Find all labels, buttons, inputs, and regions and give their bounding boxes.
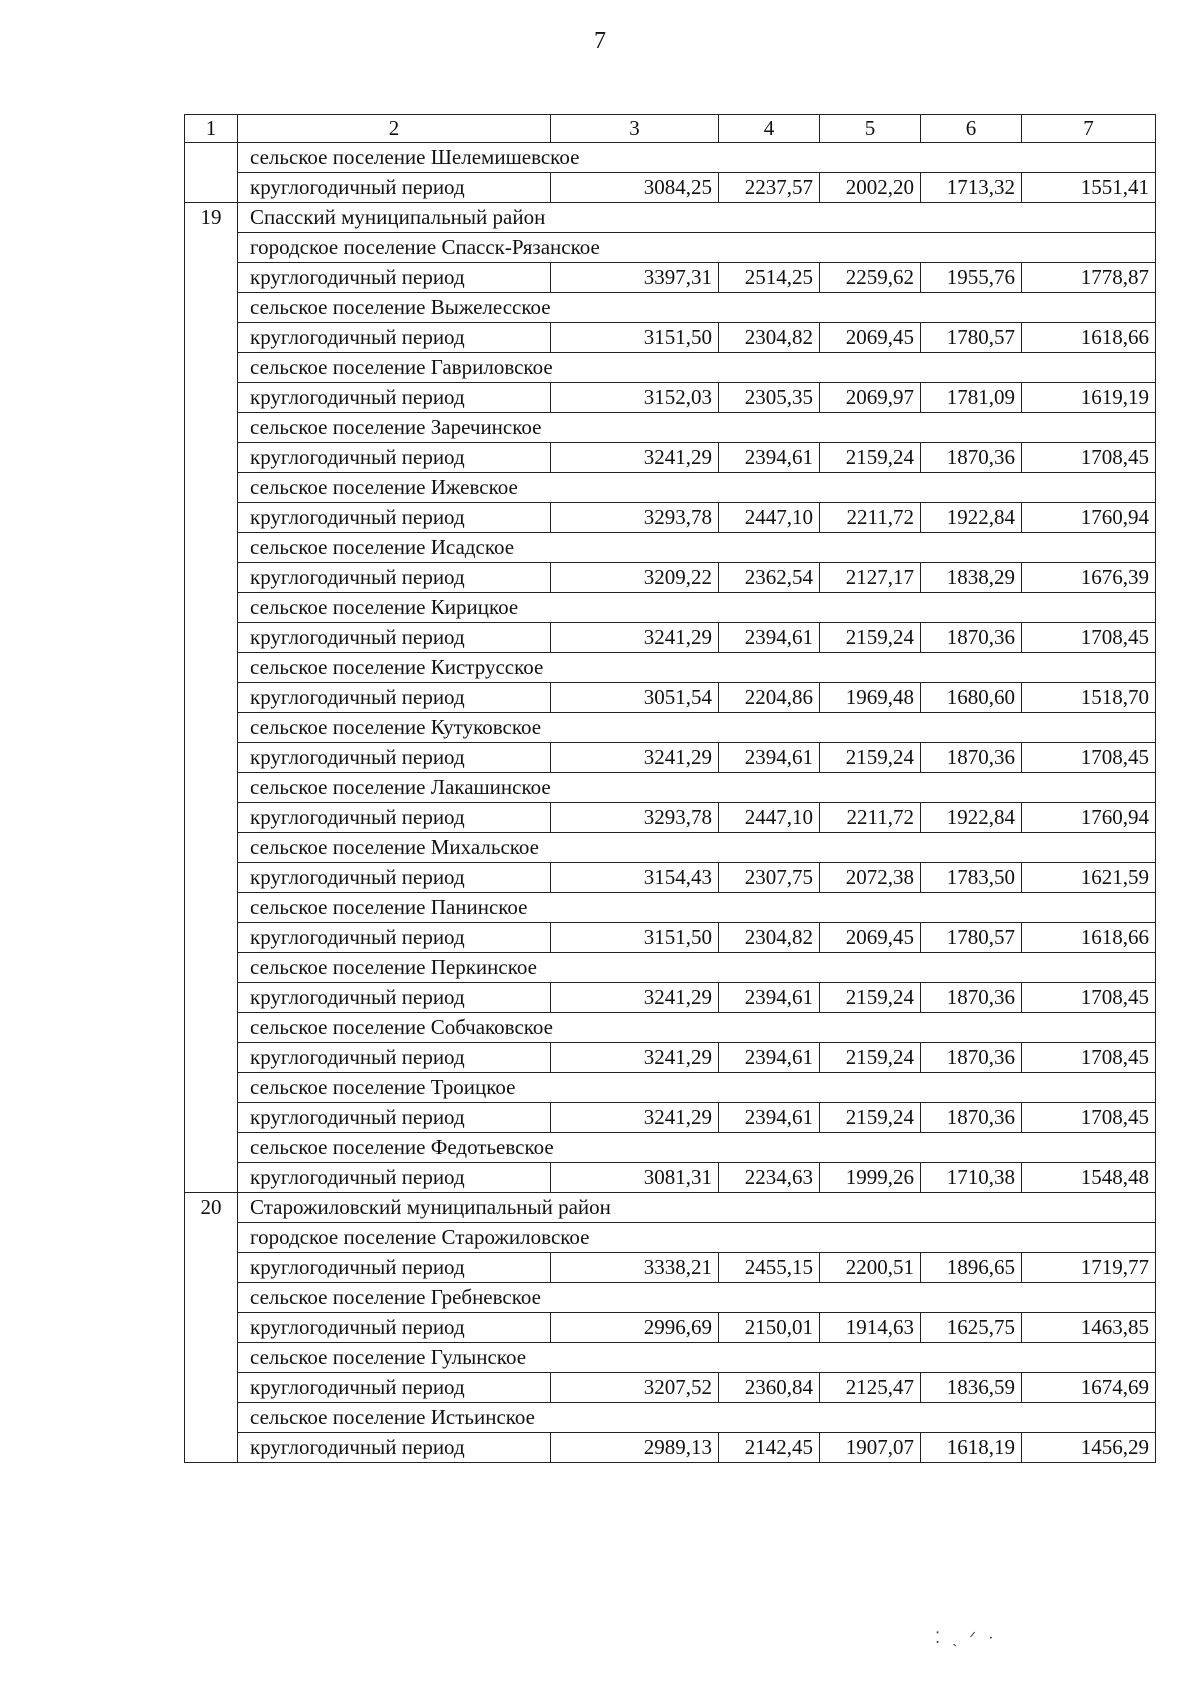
value-cell: 1760,94 — [1022, 503, 1156, 533]
value-cell: 1914,63 — [820, 1313, 921, 1343]
value-cell: 3081,31 — [551, 1163, 719, 1193]
scan-marks: ⁚ ˎ ᐟ · — [935, 1630, 998, 1647]
header-cell: 3 — [551, 115, 719, 143]
period-label: круглогодичный период — [238, 263, 551, 293]
value-cell: 1870,36 — [921, 1103, 1022, 1133]
value-cell: 2204,86 — [719, 683, 820, 713]
value-cell: 1870,36 — [921, 743, 1022, 773]
settlement-name: сельское поселение Гулынское — [238, 1343, 1156, 1373]
period-label: круглогодичный период — [238, 383, 551, 413]
settlement-name: сельское поселение Собчаковское — [238, 1013, 1156, 1043]
period-row — [185, 263, 1156, 293]
period-label: круглогодичный период — [238, 863, 551, 893]
settlement-row — [185, 293, 1156, 323]
value-cell: 2447,10 — [719, 503, 820, 533]
settlement-name: сельское поселение Заречинское — [238, 413, 1156, 443]
value-cell: 3241,29 — [551, 623, 719, 653]
value-cell: 3241,29 — [551, 1043, 719, 1073]
value-cell: 3151,50 — [551, 923, 719, 953]
value-cell: 1955,76 — [921, 263, 1022, 293]
district-row — [185, 203, 1156, 233]
header-cell: 2 — [238, 115, 551, 143]
period-label: круглогодичный период — [238, 503, 551, 533]
value-cell: 1518,70 — [1022, 683, 1156, 713]
settlement-name: городское поселение Спасск-Рязанское — [238, 233, 1156, 263]
period-label: круглогодичный период — [238, 1373, 551, 1403]
settlement-row — [185, 1283, 1156, 1313]
value-cell: 2150,01 — [719, 1313, 820, 1343]
value-cell: 2394,61 — [719, 623, 820, 653]
period-label: круглогодичный период — [238, 1313, 551, 1343]
value-cell: 1676,39 — [1022, 563, 1156, 593]
value-cell: 2989,13 — [551, 1433, 719, 1463]
period-row — [185, 563, 1156, 593]
value-cell: 2360,84 — [719, 1373, 820, 1403]
settlement-name: сельское поселение Кирицкое — [238, 593, 1156, 623]
period-row — [185, 383, 1156, 413]
value-cell: 1922,84 — [921, 803, 1022, 833]
value-cell: 2394,61 — [719, 1103, 820, 1133]
value-cell: 2069,45 — [820, 923, 921, 953]
value-cell: 1896,65 — [921, 1253, 1022, 1283]
settlement-name: сельское поселение Лакашинское — [238, 773, 1156, 803]
value-cell: 1780,57 — [921, 923, 1022, 953]
value-cell: 2072,38 — [820, 863, 921, 893]
period-label: круглогодичный период — [238, 173, 551, 203]
value-cell: 1625,75 — [921, 1313, 1022, 1343]
settlement-row — [185, 893, 1156, 923]
settlement-name: сельское поселение Шелемишевское — [238, 143, 1156, 173]
period-label: круглогодичный период — [238, 743, 551, 773]
period-row — [185, 1043, 1156, 1073]
value-cell: 1870,36 — [921, 983, 1022, 1013]
value-cell: 1760,94 — [1022, 803, 1156, 833]
value-cell: 1713,32 — [921, 173, 1022, 203]
settlement-row — [185, 233, 1156, 263]
period-row — [185, 443, 1156, 473]
settlement-row — [185, 833, 1156, 863]
value-cell: 3152,03 — [551, 383, 719, 413]
value-cell: 2159,24 — [820, 1103, 921, 1133]
tariff-table — [184, 114, 1156, 1463]
header-row — [185, 115, 1156, 143]
value-cell: 2069,45 — [820, 323, 921, 353]
value-cell: 1463,85 — [1022, 1313, 1156, 1343]
page-number: 7 — [594, 28, 606, 54]
settlement-name: городское поселение Старожиловское — [238, 1223, 1156, 1253]
value-cell: 2307,75 — [719, 863, 820, 893]
settlement-row — [185, 473, 1156, 503]
period-label: круглогодичный период — [238, 1103, 551, 1133]
value-cell: 2259,62 — [820, 263, 921, 293]
value-cell: 3241,29 — [551, 743, 719, 773]
value-cell: 1781,09 — [921, 383, 1022, 413]
value-cell: 1618,66 — [1022, 323, 1156, 353]
period-label: круглогодичный период — [238, 803, 551, 833]
district-title: Спасский муниципальный район — [238, 203, 1156, 233]
value-cell: 3154,43 — [551, 863, 719, 893]
period-row — [185, 623, 1156, 653]
period-row — [185, 1103, 1156, 1133]
value-cell: 3293,78 — [551, 503, 719, 533]
header-cell: 1 — [185, 115, 238, 143]
value-cell: 2362,54 — [719, 563, 820, 593]
period-row — [185, 1253, 1156, 1283]
value-cell: 3293,78 — [551, 803, 719, 833]
value-cell: 1621,59 — [1022, 863, 1156, 893]
value-cell: 1838,29 — [921, 563, 1022, 593]
value-cell: 1618,19 — [921, 1433, 1022, 1463]
value-cell: 1780,57 — [921, 323, 1022, 353]
settlement-row — [185, 593, 1156, 623]
value-cell: 2159,24 — [820, 1043, 921, 1073]
value-cell: 2142,45 — [719, 1433, 820, 1463]
period-label: круглогодичный период — [238, 623, 551, 653]
header-cell: 4 — [719, 115, 820, 143]
value-cell: 1999,26 — [820, 1163, 921, 1193]
value-cell: 2305,35 — [719, 383, 820, 413]
settlement-row — [185, 1223, 1156, 1253]
value-cell: 1456,29 — [1022, 1433, 1156, 1463]
period-label: круглогодичный период — [238, 683, 551, 713]
value-cell: 3084,25 — [551, 173, 719, 203]
value-cell: 2002,20 — [820, 173, 921, 203]
settlement-row — [185, 1343, 1156, 1373]
value-cell: 3151,50 — [551, 323, 719, 353]
settlement-name: сельское поселение Истьинское — [238, 1403, 1156, 1433]
period-label: круглогодичный период — [238, 1163, 551, 1193]
settlement-row — [185, 1133, 1156, 1163]
value-cell: 3338,21 — [551, 1253, 719, 1283]
settlement-row — [185, 1013, 1156, 1043]
settlement-name: сельское поселение Кутуковское — [238, 713, 1156, 743]
value-cell: 2211,72 — [820, 503, 921, 533]
settlement-row — [185, 143, 1156, 173]
value-cell: 1708,45 — [1022, 443, 1156, 473]
period-row — [185, 173, 1156, 203]
period-label: круглогодичный период — [238, 1253, 551, 1283]
value-cell: 1708,45 — [1022, 623, 1156, 653]
period-row — [185, 323, 1156, 353]
value-cell: 2394,61 — [719, 983, 820, 1013]
value-cell: 1922,84 — [921, 503, 1022, 533]
period-row — [185, 1313, 1156, 1343]
header-cell: 5 — [820, 115, 921, 143]
value-cell: 1969,48 — [820, 683, 921, 713]
value-cell: 1551,41 — [1022, 173, 1156, 203]
value-cell: 3397,31 — [551, 263, 719, 293]
value-cell: 1548,48 — [1022, 1163, 1156, 1193]
value-cell: 2455,15 — [719, 1253, 820, 1283]
value-cell: 2159,24 — [820, 983, 921, 1013]
settlement-row — [185, 1073, 1156, 1103]
value-cell: 1618,66 — [1022, 923, 1156, 953]
settlement-row — [185, 653, 1156, 683]
settlement-name: сельское поселение Гребневское — [238, 1283, 1156, 1313]
period-label: круглогодичный период — [238, 923, 551, 953]
value-cell: 1710,38 — [921, 1163, 1022, 1193]
value-cell: 2237,57 — [719, 173, 820, 203]
value-cell: 2211,72 — [820, 803, 921, 833]
settlement-row — [185, 1403, 1156, 1433]
district-row — [185, 1193, 1156, 1223]
period-row — [185, 923, 1156, 953]
settlement-name: сельское поселение Троицкое — [238, 1073, 1156, 1103]
value-cell: 1719,77 — [1022, 1253, 1156, 1283]
settlement-row — [185, 773, 1156, 803]
period-label: круглогодичный период — [238, 323, 551, 353]
period-row — [185, 983, 1156, 1013]
value-cell: 1708,45 — [1022, 1103, 1156, 1133]
settlement-row — [185, 953, 1156, 983]
value-cell: 2394,61 — [719, 743, 820, 773]
period-row — [185, 1433, 1156, 1463]
value-cell: 1870,36 — [921, 623, 1022, 653]
settlement-name: сельское поселение Выжелесское — [238, 293, 1156, 323]
value-cell: 1674,69 — [1022, 1373, 1156, 1403]
value-cell: 3209,22 — [551, 563, 719, 593]
period-row — [185, 1163, 1156, 1193]
settlement-name: сельское поселение Ижевское — [238, 473, 1156, 503]
value-cell: 1907,07 — [820, 1433, 921, 1463]
value-cell: 3241,29 — [551, 443, 719, 473]
settlement-name: сельское поселение Перкинское — [238, 953, 1156, 983]
value-cell: 2394,61 — [719, 443, 820, 473]
value-cell: 2447,10 — [719, 803, 820, 833]
settlement-name: сельское поселение Киструсское — [238, 653, 1156, 683]
value-cell: 1783,50 — [921, 863, 1022, 893]
period-row — [185, 1373, 1156, 1403]
value-cell: 1870,36 — [921, 443, 1022, 473]
value-cell: 2125,47 — [820, 1373, 921, 1403]
value-cell: 2159,24 — [820, 623, 921, 653]
group-index-cell: 20 — [185, 1193, 238, 1463]
period-label: круглогодичный период — [238, 563, 551, 593]
value-cell: 2304,82 — [719, 923, 820, 953]
settlement-row — [185, 533, 1156, 563]
settlement-name: сельское поселение Панинское — [238, 893, 1156, 923]
value-cell: 2200,51 — [820, 1253, 921, 1283]
period-label: круглогодичный период — [238, 983, 551, 1013]
group-index-cell: 19 — [185, 203, 238, 1193]
value-cell: 3051,54 — [551, 683, 719, 713]
value-cell: 1870,36 — [921, 1043, 1022, 1073]
value-cell: 2159,24 — [820, 743, 921, 773]
value-cell: 2159,24 — [820, 443, 921, 473]
settlement-name: сельское поселение Исадское — [238, 533, 1156, 563]
value-cell: 1619,19 — [1022, 383, 1156, 413]
header-cell: 7 — [1022, 115, 1156, 143]
header-cell: 6 — [921, 115, 1022, 143]
value-cell: 3207,52 — [551, 1373, 719, 1403]
value-cell: 2127,17 — [820, 563, 921, 593]
value-cell: 1680,60 — [921, 683, 1022, 713]
value-cell: 2996,69 — [551, 1313, 719, 1343]
period-row — [185, 683, 1156, 713]
settlement-name: сельское поселение Гавриловское — [238, 353, 1156, 383]
period-row — [185, 503, 1156, 533]
period-label: круглогодичный период — [238, 1043, 551, 1073]
period-row — [185, 803, 1156, 833]
period-label: круглогодичный период — [238, 443, 551, 473]
period-row — [185, 743, 1156, 773]
value-cell: 3241,29 — [551, 1103, 719, 1133]
value-cell: 1708,45 — [1022, 983, 1156, 1013]
settlement-row — [185, 353, 1156, 383]
value-cell: 3241,29 — [551, 983, 719, 1013]
group-index-cell — [185, 143, 238, 203]
district-title: Старожиловский муниципальный район — [238, 1193, 1156, 1223]
value-cell: 2069,97 — [820, 383, 921, 413]
settlement-name: сельское поселение Михальское — [238, 833, 1156, 863]
table-body — [185, 115, 1156, 1463]
value-cell: 2394,61 — [719, 1043, 820, 1073]
value-cell: 1708,45 — [1022, 743, 1156, 773]
settlement-row — [185, 713, 1156, 743]
value-cell: 2234,63 — [719, 1163, 820, 1193]
value-cell: 1778,87 — [1022, 263, 1156, 293]
period-label: круглогодичный период — [238, 1433, 551, 1463]
value-cell: 1836,59 — [921, 1373, 1022, 1403]
settlement-row — [185, 413, 1156, 443]
period-row — [185, 863, 1156, 893]
value-cell: 2514,25 — [719, 263, 820, 293]
value-cell: 2304,82 — [719, 323, 820, 353]
settlement-name: сельское поселение Федотьевское — [238, 1133, 1156, 1163]
value-cell: 1708,45 — [1022, 1043, 1156, 1073]
